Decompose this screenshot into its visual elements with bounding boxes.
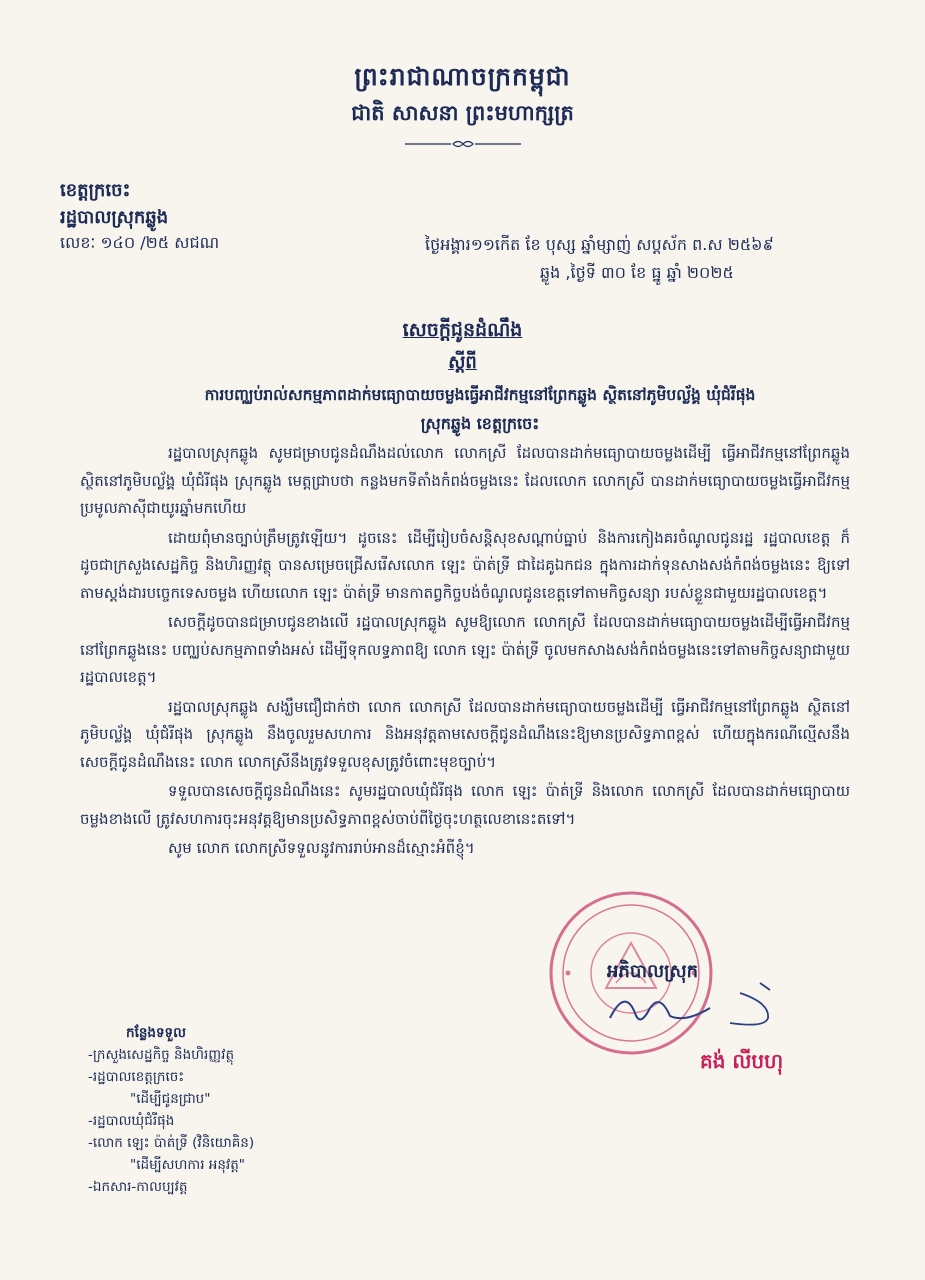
body-paragraph: សូម លោក លោកស្រីទទួលនូវការរាប់អានដ៏ស្មោះអំពីខ្ញុំ។ [168, 839, 475, 857]
lunar-date: ថ្ងៃអង្គារ១១កើត ខែ បុស្ស ឆ្នាំម្សាញ់ សប្តស័ក ព.ស ២៥៦៩ [425, 235, 774, 254]
province-name: ខេត្តក្រចេះ [60, 180, 131, 201]
body-paragraph: សេចក្តីដូចបានជម្រាបជូនខាងលើ រដ្ឋបាលស្រុកឆ្លូង សូមឱ្យលោក លោកស្រី ដែលបានដាក់មធ្យោបាយចម្លងដើម្បីធ្វើអាជីវកម្មនៅព្រែកឆ្លូងនេះ បញ្ឈប់សកម្មភាពទាំងអស់ ដើម្បីទុកលទ្ធភាពឱ្យ លោក ឡេះ ប៉ាត់ទ្រី ចូលមកសាងសង់កំពង់ចម្លងនេះទៅតាមកិច្ចសន្យាជាមួយរដ្ឋបាលខេត្ត។ [80, 613, 850, 686]
recipient-item: -លោក ឡេះ ប៉ាត់ទ្រី (វិនិយោគិន) [88, 1135, 255, 1151]
document-title: សេចក្តីជូនដំណឹង [402, 319, 523, 341]
recipients-heading: កន្លែងទទួល [126, 1025, 186, 1041]
reference-number: លេខៈ ១៤០ /២៥ សជណ [60, 233, 220, 252]
document-body [80, 440, 850, 865]
signatory-title: អភិបាលស្រុក [607, 961, 699, 982]
recipient-note: "ដើម្បីជូនជ្រាប" [130, 1091, 211, 1107]
solar-date: ឆ្លូង ,ថ្ងៃទី ៣០ ខែ ធ្នូ ឆ្នាំ ២០២៥ [540, 263, 734, 282]
handwritten-signature-icon [600, 978, 800, 1038]
recipient-item: -ឯកសារ-កាលប្បវត្ត [88, 1179, 188, 1195]
signatory-name: គង់ លីបហុ [700, 1049, 784, 1073]
recipient-note: "ដើម្បីសហការ អនុវត្ត" [130, 1157, 245, 1173]
national-motto: ជាតិ សាសនា ព្រះមហាក្សត្រ [351, 101, 574, 125]
recipients-list [88, 1022, 254, 1198]
recipient-item: -រដ្ឋបាលឃុំជំរីផុង [88, 1113, 175, 1129]
subject-line-2: ស្រុកឆ្លូង ខេត្តក្រចេះ [420, 414, 540, 433]
ornament-icon [403, 139, 523, 149]
body-paragraph: រដ្ឋបាលស្រុកឆ្លូង សូមជម្រាបជូនដំណឹងដល់លោក លោកស្រី ដែលបានដាក់មធ្យោបាយចម្លងដើម្បី ធ្វើអាជីវកម្មនៅព្រែកឆ្លូង ស្ថិតនៅភូមិបល្ល័ង្គ ឃុំជំរីផុង ស្រុកឆ្លូង មេត្តជ្រាបថា កន្លងមកទីតាំងកំពង់ចម្លងនេះ ដែលលោក លោកស្រី បានដាក់មធ្យោបាយចម្លងធ្វើអាជីវកម្មប្រមូលភាស៊ីជាយូរឆ្នាំមកហើយ [80, 444, 850, 517]
body-paragraph: រដ្ឋបាលស្រុកឆ្លូង សង្ឃឹមជឿជាក់ថា លោក លោកស្រី ដែលបានដាក់មធ្យោបាយចម្លងដើម្បី ធ្វើអាជីវកម្មនៅព្រែកឆ្លូង ស្ថិតនៅភូមិបល្ល័ង្គ ឃុំជំរីផុង ស្រុកឆ្លូង នឹងចូលរួមសហការ និងអនុវត្តតាមសេចក្តីជូនដំណឹងនេះឱ្យមានប្រសិទ្ធភាពខ្ពស់ ហើយក្នុងករណីល្មើសនឹងសេចក្តីជូនដំណឹងនេះ លោក លោកស្រីនឹងត្រូវទទួលខុសត្រូវចំពោះមុខច្បាប់។ [80, 697, 850, 771]
recipient-item: -រដ្ឋបាលខេត្តក្រចេះ [88, 1069, 185, 1085]
body-paragraph: ដោយពុំមានច្បាប់ត្រឹមត្រូវឡើយ។ ដូចនេះ ដើម្បីរៀបចំសន្តិសុខសណ្តាប់ធ្នាប់ និងការកៀងគរចំណូលជូនរដ្ឋ រដ្ឋបាលខេត្ត ក៏ដូចជាក្រសួងសេដ្ឋកិច្ច និងហិរញ្ញវត្ថុ បានសម្រេចជ្រើសរើសលោក ឡេះ ប៉ាត់ទ្រី ជាដៃគូឯកជន ក្នុងការដាក់ទុនសាងសង់កំពង់ចម្លងនេះ ឱ្យទៅតាមស្តង់ដារបច្ចេកទេសចម្លង ហើយលោក ឡេះ ប៉ាត់ទ្រី មានកាតព្វកិច្ចបង់ចំណូលជូនខេត្តទៅតាមកិច្ចសន្យា របស់ខ្លួនជាមួយរដ្ឋបាលខេត្ត។ [80, 528, 850, 602]
recipient-item: -ក្រសួងសេដ្ឋកិច្ច និងហិរញ្ញវត្ថុ [88, 1047, 235, 1063]
divider-ornament [0, 134, 925, 153]
body-paragraph: ទទួលបានសេចក្តីជូនដំណឹងនេះ សូមរដ្ឋបាលឃុំជំរីផុង លោក ឡេះ ប៉ាត់ទ្រី និងលោក លោកស្រី ដែលបានដាក់មធ្យោបាយចម្លងខាងលើ ត្រូវសហការចុះអនុវត្តឱ្យមានប្រសិទ្ធភាពខ្ពស់ចាប់ពីថ្ងៃចុះហត្ថលេខានេះតទៅ។ [80, 782, 850, 828]
office-name: រដ្ឋបាលស្រុកឆ្លូង [60, 207, 169, 228]
document-about: ស្តីពី [448, 352, 477, 373]
kingdom-heading: ព្រះរាជាណាចក្រកម្ពុជា [354, 62, 571, 91]
subject-line-1: ការបញ្ឈប់រាល់សកម្មភាពដាក់មធ្យោបាយចម្លងធ្វើអាជីវកម្មនៅព្រែកឆ្លូង ស្ថិតនៅភូមិបល្ល័ង្គ ឃុំជំរីផុង [204, 386, 756, 404]
